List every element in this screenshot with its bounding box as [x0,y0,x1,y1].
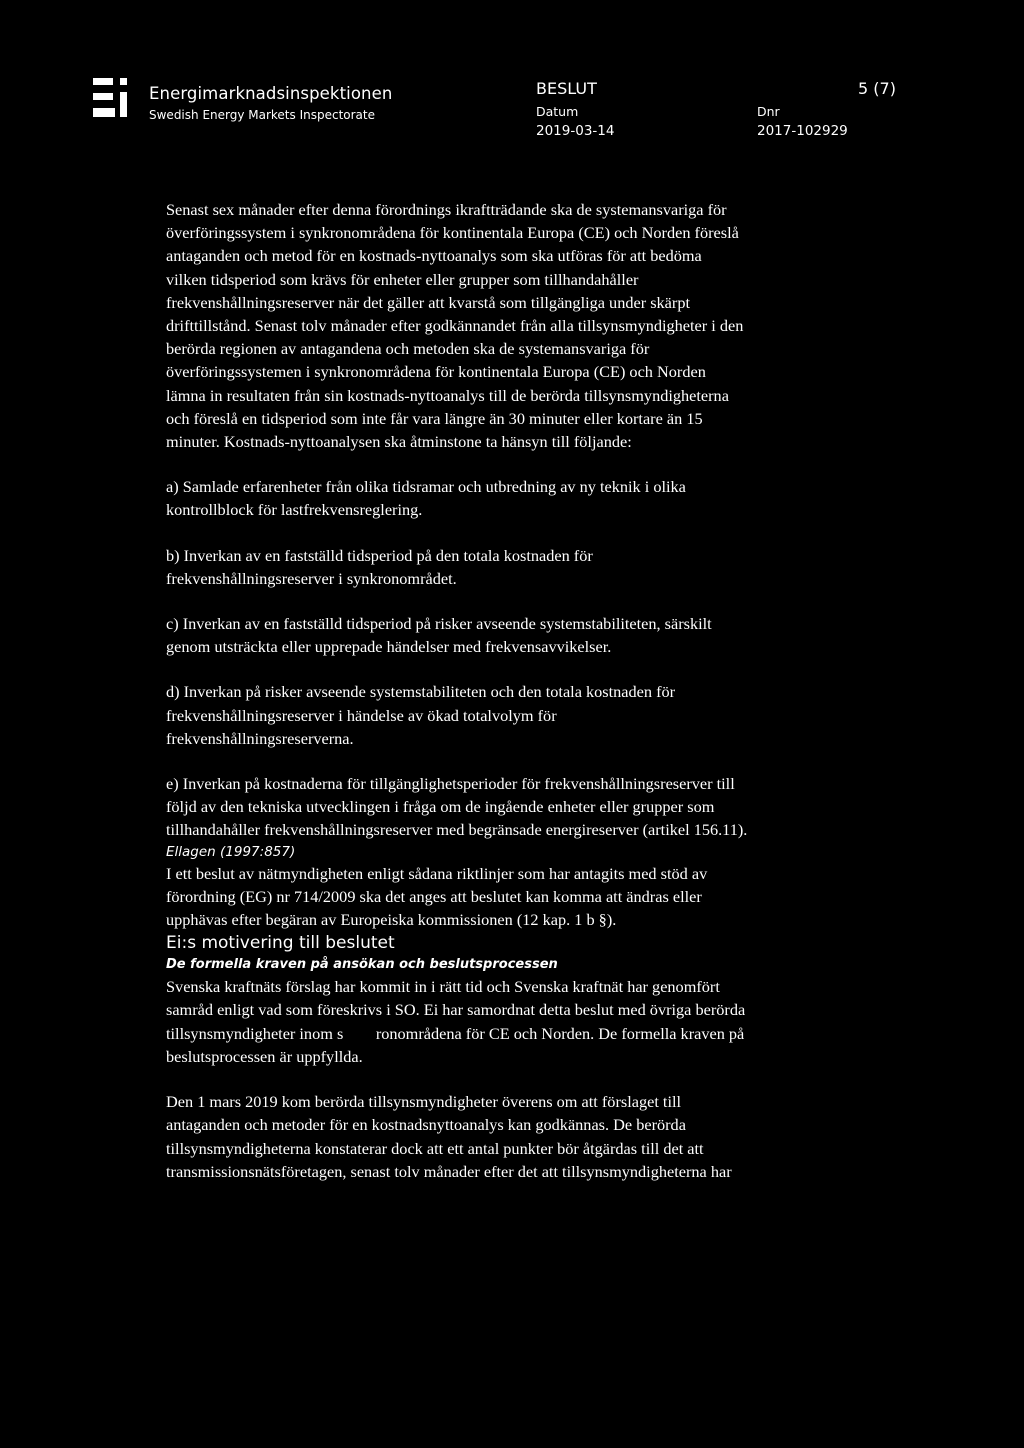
text-line: lämna in resultaten från sin kostnads-nyttoanalys till de berörda tillsynsmyndigheterna [166,385,729,405]
text-line: upphävas efter begäran av Europeiska kommissionen (12 kap. 1 b §). [166,910,617,930]
text-line: frekvenshållningsreserver i händelse av ökad totalvolym för [166,705,557,725]
ei-logo-icon [93,78,137,122]
text-line: Den 1 mars 2019 kom berörda tillsynsmyndigheter överens om att förslaget till [166,1092,682,1112]
text-line: berörda regionen av antagandena och metoden ska de systemansvariga för [166,339,650,359]
text-line: frekvenshållningsreserver när det gäller att kvarstå som tillgängliga under skärpt [166,292,690,312]
law-reference-label: Ellagen (1997:857) [166,843,296,860]
law-reference-paragraph [166,862,856,932]
text-line: d) Inverkan på risker avseende systemstabiliteten och den totala kostnaden för [166,682,676,702]
text-line: drifttillstånd. Senast tolv månader efter godkännandet från alla tillsynsmyndigheter i den [166,316,744,336]
text-line: antaganden och metod för en kostnads-nyttoanalys som ska utföras för att bedöma [166,246,702,266]
text-line: och föreslå en tidsperiod som inte får vara längre än 30 minuter eller kortare än 15 [166,408,703,428]
text-line: vilken tidsperiod som krävs för enheter eller grupper som tillhandahåller [166,269,639,289]
dnr-label: Dnr [757,104,780,119]
list-item-e [166,772,856,842]
document-body [166,198,856,1183]
agreement-paragraph [166,1090,856,1183]
text-line: minuter. Kostnads-nyttoanalysen ska åtminstone ta hänsyn till följande: [166,432,632,452]
list-item-a [166,475,856,521]
text-line: a) Samlade erfarenheter från olika tidsramar och utbredning av ny teknik i olika [166,477,686,497]
text-line: överföringssystemen i synkronområdena för kontinentala Europa (CE) och Norden [166,362,706,382]
sub-heading: De formella kraven på ansökan och beslutsprocessen [166,957,558,973]
text-line: tillsynsmyndigheterna konstaterar dock att ett antal punkter bör åtgärdas till det att [166,1138,704,1158]
text-line: c) Inverkan av en fastställd tidsperiod på risker avseende systemstabiliteten, särskilt [166,614,712,634]
date-label: Datum [536,104,579,119]
document-type: BESLUT [536,79,597,98]
text-line: förordning (EG) nr 714/2009 ska det anges att beslutet kan komma att ändras eller [166,886,702,906]
organization-subtitle: Swedish Energy Markets Inspectorate [149,108,375,122]
intro-paragraph [166,198,856,453]
requirements-paragraph [166,975,856,1068]
text-line: I ett beslut av nätmyndigheten enligt sådana riktlinjer som har antagits med stöd av [166,863,708,883]
organization-name: Energimarknadsinspektionen [149,84,393,103]
section-heading: Ei:s motivering till beslutet [166,933,395,954]
text-line: överföringssystem i synkronområdena för kontinentala Europa (CE) och Norden föreslå [166,223,739,243]
text-line: Senast sex månader efter denna förordnings ikraftträdande ska de systemansvariga för [166,200,727,219]
text-line: tillsynsmyndigheter inom s ronområdena för CE och Norden. De formella kraven på [166,1023,745,1043]
text-line: samråd enligt vad som föreskrivs i SO. Ei har samordnat detta beslut med övriga berörda [166,1000,746,1020]
text-line: tillhandahåller frekvenshållningsreserver med begränsade energireserver (artikel 156.11). [166,820,748,840]
list-item-b [166,544,856,590]
list-item-d [166,680,856,750]
text-line: frekvenshållningsreserverna. [166,728,354,748]
text-line: beslutsprocessen är uppfyllda. [166,1046,363,1066]
text-line: transmissionsnätsföretagen, senast tolv månader efter det att tillsynsmyndigheterna har [166,1161,732,1181]
text-line: e) Inverkan på kostnaderna för tillgänglighetsperioder för frekvenshållningsreserver till [166,774,735,794]
text-line: antaganden och metoder för en kostnadsnyttoanalys kan godkännas. De berörda [166,1115,686,1135]
text-line: kontrollblock för lastfrekvensreglering. [166,500,423,520]
text-line: Svenska kraftnäts förslag har kommit in i rätt tid och Svenska kraftnät har genomfört [166,977,720,997]
dnr-value: 2017-102929 [757,123,848,139]
list-item-c [166,612,856,658]
page-number: 5 (7) [858,79,896,98]
date-value: 2019-03-14 [536,123,615,139]
text-line: genom utsträckta eller upprepade händelser med frekvensavvikelser. [166,637,612,657]
text-line: följd av den tekniska utvecklingen i fråga om de ingående enheter eller grupper som [166,797,715,817]
text-line: b) Inverkan av en fastställd tidsperiod på den totala kostnaden för [166,545,593,565]
text-line: frekvenshållningsreserver i synkronområdet. [166,568,457,588]
